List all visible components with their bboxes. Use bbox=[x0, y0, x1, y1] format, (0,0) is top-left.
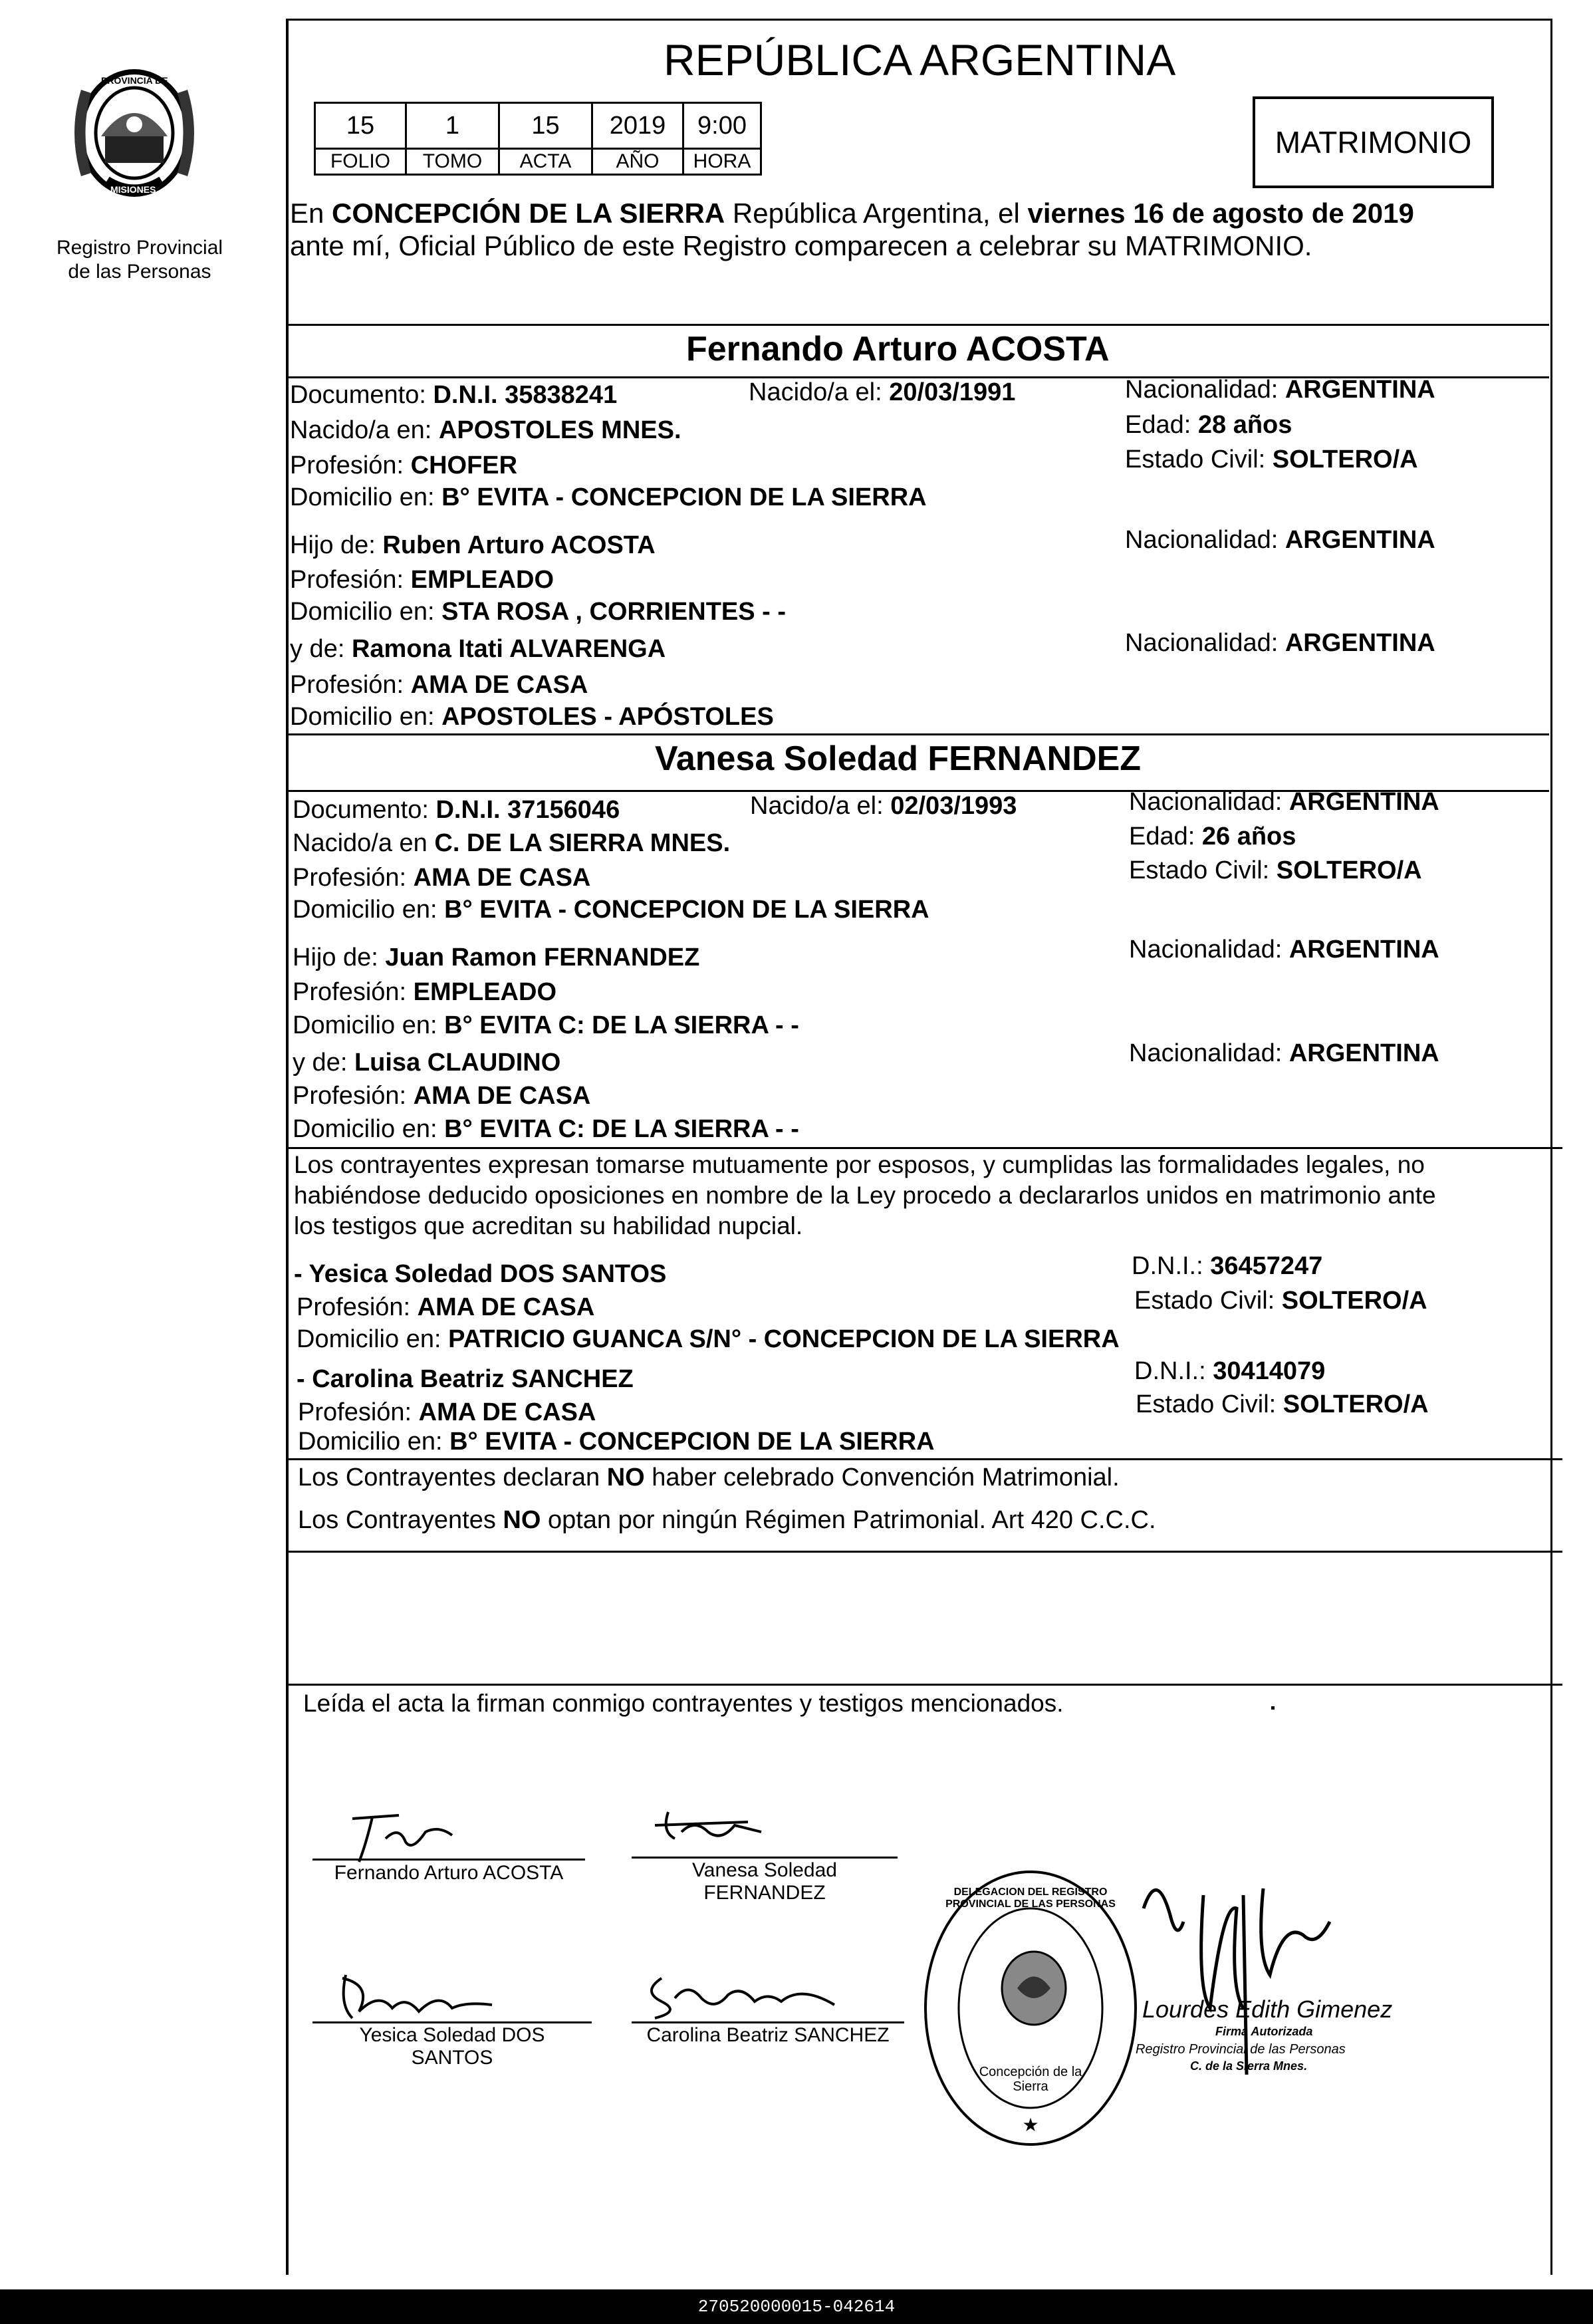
hora-label: HORA bbox=[683, 149, 761, 175]
stamp-inner-text: Concepción de la Sierra bbox=[979, 2065, 1082, 2094]
spouse1-birthplace: Nacido/a en: APOSTOLES MNES. bbox=[290, 416, 681, 444]
signature-label-dos-santos-1: Yesica Soledad DOS bbox=[359, 2024, 545, 2046]
spouse2-document: Documento: D.N.I. 37156046 bbox=[293, 796, 620, 824]
signature-sanchez bbox=[635, 1965, 848, 2025]
acta-label: ACTA bbox=[499, 149, 592, 175]
divider bbox=[286, 1458, 1562, 1460]
signature-line bbox=[632, 1857, 898, 1859]
spouse2-father: Hijo de: Juan Ramon FERNANDEZ bbox=[293, 944, 700, 971]
official-line3: C. de la Sierra Mnes. bbox=[1190, 2059, 1308, 2073]
intro-line1 bbox=[290, 197, 1414, 230]
spouse1-civil-status: Estado Civil: SOLTERO/A bbox=[1125, 446, 1418, 473]
signature-label-sanchez: Carolina Beatriz SANCHEZ bbox=[646, 2024, 890, 2046]
spouse2-father-nationality: Nacionalidad: ARGENTINA bbox=[1129, 936, 1439, 964]
witness1-civil-status: Estado Civil: SOLTERO/A bbox=[1134, 1287, 1427, 1315]
witness2-name: - Carolina Beatriz SANCHEZ bbox=[297, 1365, 634, 1393]
signature-label-acosta: Fernando Arturo ACOSTA bbox=[334, 1862, 564, 1884]
spouse2-civil-status: Estado Civil: SOLTERO/A bbox=[1129, 856, 1422, 884]
spouse2-mother: y de: Luisa CLAUDINO bbox=[293, 1049, 561, 1077]
anio-value: 2019 bbox=[592, 103, 683, 149]
signature-line bbox=[312, 1859, 585, 1861]
signature-line bbox=[312, 2021, 592, 2023]
spouse1-name: Fernando Arturo ACOSTA bbox=[686, 330, 1110, 368]
intro-date: viernes 16 de agosto de 2019 bbox=[1027, 197, 1414, 229]
act-type-box: MATRIMONIO bbox=[1253, 96, 1494, 188]
witness2-profession: Profesión: AMA DE CASA bbox=[298, 1398, 596, 1426]
spouse1-father-address: Domicilio en: STA ROSA , CORRIENTES - - bbox=[290, 598, 787, 626]
intro-line2: ante mí, Oficial Público de este Registro comparecen a celebrar su MATRIMONIO. bbox=[290, 230, 1312, 261]
spouse1-document: Documento: D.N.I. 35838241 bbox=[290, 381, 618, 409]
document-title: REPÚBLICA ARGENTINA bbox=[664, 35, 1176, 84]
witness1-dni: D.N.I.: 36457247 bbox=[1132, 1252, 1323, 1280]
registry-stamp bbox=[918, 1865, 1144, 2151]
hora-value: 9:00 bbox=[683, 103, 761, 149]
signature-dos-santos bbox=[332, 1965, 505, 2025]
spouse2-father-profession: Profesión: EMPLEADO bbox=[293, 978, 557, 1006]
spouse2-father-address: Domicilio en: B° EVITA C: DE LA SIERRA - - bbox=[293, 1011, 799, 1039]
signature-label-fernandez-1: Vanesa Soledad bbox=[692, 1859, 837, 1881]
spouse2-mother-nationality: Nacionalidad: ARGENTINA bbox=[1129, 1039, 1439, 1067]
witness1-profession: Profesión: AMA DE CASA bbox=[297, 1293, 595, 1321]
acta-value: 15 bbox=[499, 103, 592, 149]
seal-text-top: PROVINCIA DE bbox=[101, 75, 168, 86]
spouse2-mother-profession: Profesión: AMA DE CASA bbox=[293, 1082, 591, 1110]
official-line2: Registro Provincial de las Personas bbox=[1136, 2042, 1346, 2057]
spouse1-profession: Profesión: CHOFER bbox=[290, 452, 518, 479]
stamp-ring-text: DELEGACION DEL REGISTRO PROVINCIAL DE LAS PERSONAS bbox=[945, 1886, 1116, 1910]
spouse1-address: Domicilio en: B° EVITA - CONCEPCION DE LA SIERRA bbox=[290, 483, 927, 511]
declaration-line2: habiéndose deducido oposiciones en nombre de la Ley procedo a declararlos unidos en matrimonio ante bbox=[294, 1182, 1436, 1209]
spouse2-name: Vanesa Soledad FERNANDEZ bbox=[655, 739, 1142, 778]
spouse2-age: Edad: 26 años bbox=[1129, 823, 1296, 850]
spouse2-address: Domicilio en: B° EVITA - CONCEPCION DE LA SIERRA bbox=[293, 896, 929, 924]
reading-statement: Leída el acta la firman conmigo contrayentes y testigos mencionados. bbox=[303, 1690, 1064, 1717]
intro-p2: República Argentina, el bbox=[725, 197, 1028, 229]
registry-logo bbox=[61, 63, 207, 203]
signature-fernandez bbox=[648, 1805, 775, 1859]
spouse1-mother: y de: Ramona Itati ALVARENGA bbox=[290, 635, 666, 663]
convention-line1: Los Contrayentes declaran NO haber celebrado Convención Matrimonial. bbox=[298, 1464, 1120, 1491]
spouse1-mother-nationality: Nacionalidad: ARGENTINA bbox=[1125, 629, 1435, 657]
spouse1-mother-profession: Profesión: AMA DE CASA bbox=[290, 671, 588, 699]
dot-mark bbox=[1271, 1706, 1275, 1710]
intro-place: CONCEPCIÓN DE LA SIERRA bbox=[332, 197, 725, 229]
anio-label: AÑO bbox=[592, 149, 683, 175]
witness1-address: Domicilio en: PATRICIO GUANCA S/N° - CONCEPCION DE LA SIERRA bbox=[297, 1325, 1120, 1353]
witness2-civil-status: Estado Civil: SOLTERO/A bbox=[1136, 1390, 1429, 1418]
spouse1-age: Edad: 28 años bbox=[1125, 411, 1292, 439]
signature-line bbox=[632, 2021, 904, 2023]
divider bbox=[286, 1551, 1562, 1553]
signature-label-dos-santos-2: SANTOS bbox=[411, 2047, 493, 2069]
divider bbox=[286, 1147, 1562, 1149]
seal-text-bottom: MISIONES bbox=[110, 184, 156, 195]
signature-acosta bbox=[346, 1805, 459, 1865]
witness2-address: Domicilio en: B° EVITA - CONCEPCION DE LA SIERRA bbox=[298, 1428, 935, 1456]
spouse2-nationality: Nacionalidad: ARGENTINA bbox=[1129, 788, 1439, 816]
divider bbox=[286, 1684, 1562, 1686]
registry-table bbox=[314, 102, 762, 176]
spouse2-mother-address: Domicilio en: B° EVITA C: DE LA SIERRA - - bbox=[293, 1115, 799, 1143]
witness2-dni: D.N.I.: 30414079 bbox=[1134, 1357, 1326, 1385]
signature-label-fernandez-2: FERNANDEZ bbox=[703, 1882, 826, 1904]
spouse2-born: Nacido/a el: 02/03/1993 bbox=[750, 792, 1017, 820]
witness1-name: - Yesica Soledad DOS SANTOS bbox=[294, 1260, 667, 1288]
spouse1-born: Nacido/a el: 20/03/1991 bbox=[749, 378, 1016, 406]
spouse2-birthplace: Nacido/a en C. DE LA SIERRA MNES. bbox=[293, 829, 731, 857]
folio-label: FOLIO bbox=[315, 149, 406, 175]
spouse1-father-nationality: Nacionalidad: ARGENTINA bbox=[1125, 526, 1435, 554]
tomo-label: TOMO bbox=[406, 149, 499, 175]
official-line1: Firma Autorizada bbox=[1215, 2025, 1313, 2038]
logo-caption-line2: de las Personas bbox=[68, 261, 211, 283]
logo-caption bbox=[27, 236, 253, 284]
official-name: Lourdes Edith Gimenez bbox=[1142, 1996, 1393, 2023]
declaration-line1: Los contrayentes expresan tomarse mutuamente por esposos, y cumplidas las formalidades legales, no bbox=[294, 1151, 1425, 1178]
convention-line2: Los Contrayentes NO optan por ningún Régimen Patrimonial. Art 420 C.C.C. bbox=[298, 1506, 1156, 1534]
spouse1-mother-address: Domicilio en: APOSTOLES - APÓSTOLES bbox=[290, 703, 774, 731]
intro-p1: En bbox=[290, 197, 332, 229]
tomo-value: 1 bbox=[406, 103, 499, 149]
svg-text:★: ★ bbox=[1022, 2114, 1039, 2136]
spouse2-profession: Profesión: AMA DE CASA bbox=[293, 864, 591, 892]
folio-value: 15 bbox=[315, 103, 406, 149]
document-code-bar: 270520000015-042614 bbox=[0, 2289, 1593, 2324]
spouse1-father-profession: Profesión: EMPLEADO bbox=[290, 566, 554, 594]
spouse1-nationality: Nacionalidad: ARGENTINA bbox=[1125, 376, 1435, 404]
spouse1-father: Hijo de: Ruben Arturo ACOSTA bbox=[290, 531, 656, 559]
logo-caption-line1: Registro Provincial bbox=[56, 237, 223, 259]
declaration-line3: los testigos que acreditan su habilidad nupcial. bbox=[294, 1212, 803, 1239]
